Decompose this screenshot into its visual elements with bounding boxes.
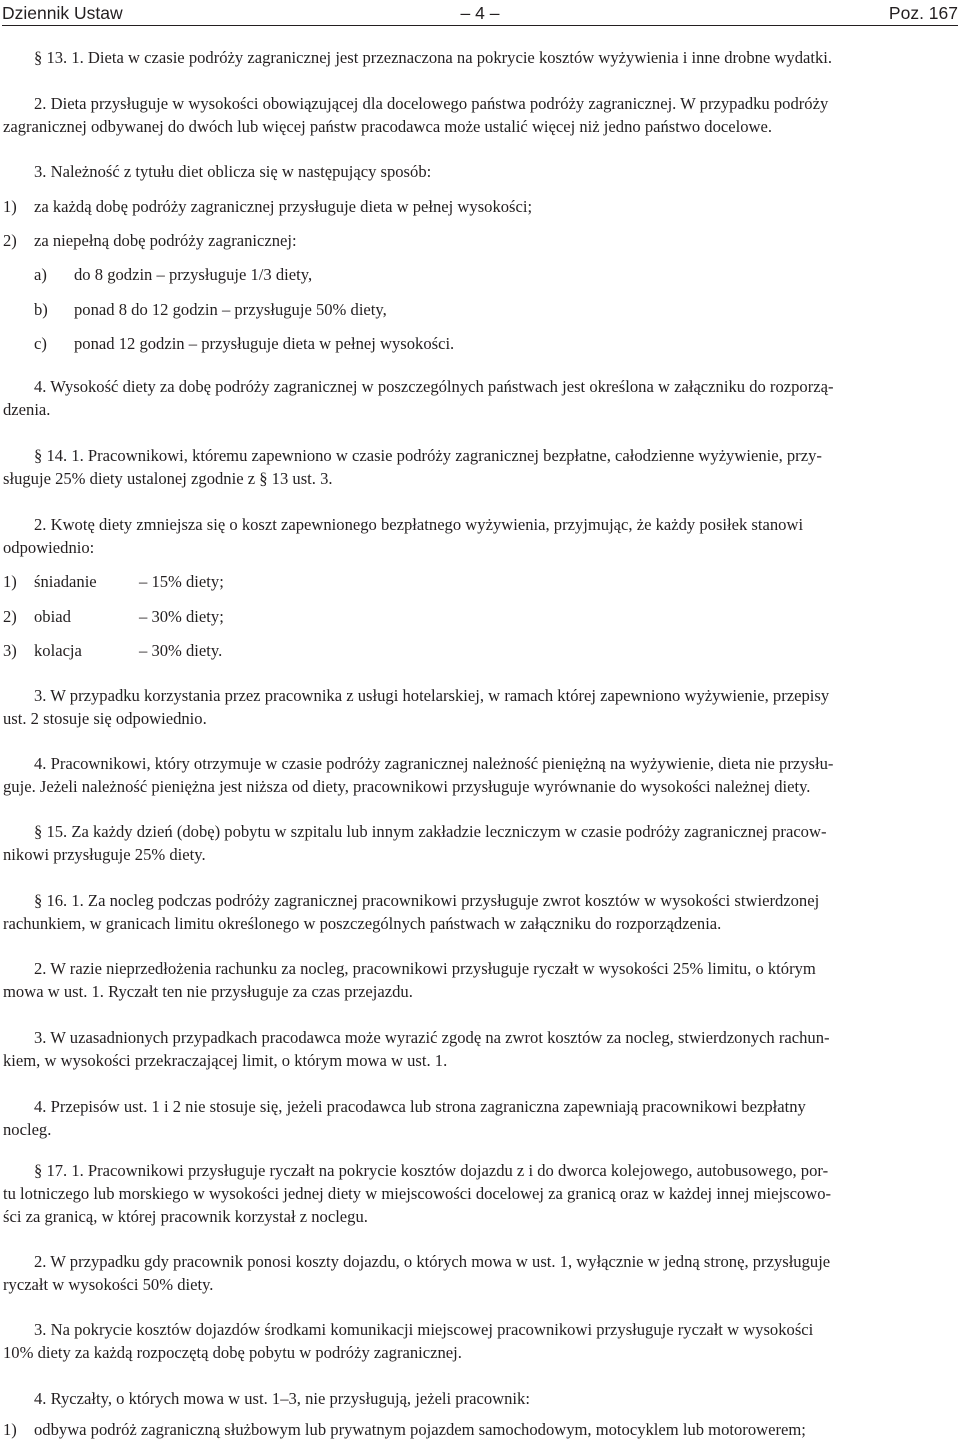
s13-subitem-a-label: a) xyxy=(34,265,47,284)
s14-para-4-line-1: 4. Pracownikowi, który otrzymuje w czasie podróży zagranicznej należność pieniężną na wyżywienie, dieta nie przysłu- xyxy=(34,754,834,773)
s14-meal-2-value: – 30% diety; xyxy=(139,607,224,626)
page-number: – 4 – xyxy=(460,3,500,23)
s13-para-1: § 13. 1. Dieta w czasie podróży zagranicznej jest przeznaczona na pokrycie kosztów wyżywienia i inne drobne wydatki. xyxy=(34,48,833,67)
s14-meal-3-label: 3) xyxy=(3,641,17,660)
s17-para-1-line-1: § 17. 1. Pracownikowi przysługuje ryczałt na pokrycie kosztów dojazdu z i do dworca kolejowego, autobusowego, por- xyxy=(34,1161,829,1180)
s17-item-1-text: odbywa podróż zagraniczną służbowym lub prywatnym pojazdem samochodowym, motocyklem lub motorowerem; xyxy=(34,1420,806,1439)
s17-para-2-line-1: 2. W przypadku gdy pracownik ponosi koszty dojazdu, o których mowa w ust. 1, wyłącznie w jedną stronę, przysługuje xyxy=(34,1252,831,1271)
s13-item-2-text: za niepełną dobę podróży zagranicznej: xyxy=(34,231,297,250)
s14-meal-1-name: śniadanie xyxy=(34,572,97,591)
s14-para-2-line-1: 2. Kwotę diety zmniejsza się o koszt zapewnionego bezpłatnego wyżywienia, przyjmując, że każdy posiłek stanowi xyxy=(34,515,804,534)
s13-item-1-text: za każdą dobę podróży zagranicznej przysługuje dieta w pełnej wysokości; xyxy=(34,197,533,216)
s16-para-1-line-2: rachunkiem, w granicach limitu określonego w poszczególnych państwach w załączniku do rozporządzenia. xyxy=(3,914,722,933)
s16-para-3-line-2: kiem, w wysokości przekraczającej limit, o którym mowa w ust. 1. xyxy=(3,1051,448,1070)
s14-meal-3-name: kolacja xyxy=(34,641,82,660)
page-header xyxy=(2,2,958,24)
s17-para-1-line-3: ści za granicą, w której pracownik korzystał z noclegu. xyxy=(3,1207,368,1226)
s17-item-1-label: 1) xyxy=(3,1420,17,1439)
s13-subitem-a-text: do 8 godzin – przysługuje 1/3 diety, xyxy=(74,265,313,284)
s14-para-3-line-2: ust. 2 stosuje się odpowiednio. xyxy=(3,709,207,728)
s13-item-2-label: 2) xyxy=(3,231,17,250)
s16-para-2-line-1: 2. W razie nieprzedłożenia rachunku za nocleg, pracownikowi przysługuje ryczałt w wysokości 25% limitu, o którym xyxy=(34,959,816,978)
s13-para-4-line-1: 4. Wysokość diety za dobę podróży zagranicznej w poszczególnych państwach jest określona w załączniku do rozporzą- xyxy=(34,377,834,396)
s13-para-2-line-2: zagranicznej odbywanej do dwóch lub więcej państw pracodawca może ustalić więcej niż jedno państwo docelowe. xyxy=(3,117,773,136)
s16-para-2-line-2: mowa w ust. 1. Ryczałt ten nie przysługuje za czas przejazdu. xyxy=(3,982,413,1001)
s13-para-2-line-1: 2. Dieta przysługuje w wysokości obowiązującej dla docelowego państwa podróży zagranicznej. W przypadku podróży xyxy=(34,94,829,113)
s14-para-1-line-1: § 14. 1. Pracownikowi, któremu zapewniono w czasie podróży zagranicznej bezpłatne, całodzienne wyżywienie, przy- xyxy=(34,446,822,465)
s15-para-line-2: nikowi przysługuje 25% diety. xyxy=(3,845,206,864)
s14-para-3-line-1: 3. W przypadku korzystania przez pracownika z usługi hotelarskiej, w ramach której zapewniono wyżywienie, przepisy xyxy=(34,686,830,705)
s16-para-3-line-1: 3. W uzasadnionych przypadkach pracodawca może wyrazić zgodę na zwrot kosztów za nocleg, stwierdzonych rachun- xyxy=(34,1028,830,1047)
s14-meal-3-value: – 30% diety. xyxy=(139,641,223,660)
s14-meal-1-value: – 15% diety; xyxy=(139,572,224,591)
s14-para-1-line-2: sługuje 25% diety ustalonej zgodnie z § 13 ust. 3. xyxy=(3,469,333,488)
s14-para-4-line-2: guje. Jeżeli należność pieniężna jest niższa od diety, pracownikowi przysługuje wyrównanie do wysokości należnej diety. xyxy=(3,777,811,796)
s13-subitem-b-text: ponad 8 do 12 godzin – przysługuje 50% diety, xyxy=(74,300,387,319)
s13-para-3: 3. Należność z tytułu diet oblicza się w następujący sposób: xyxy=(34,162,432,181)
s17-para-3-line-1: 3. Na pokrycie kosztów dojazdów środkami komunikacji miejscowej pracownikowi przysługuje ryczałt w wysokości xyxy=(34,1320,814,1339)
s17-para-2-line-2: ryczałt w wysokości 50% diety. xyxy=(3,1275,214,1294)
s13-para-4-line-2: dzenia. xyxy=(3,400,51,419)
s14-meal-1-label: 1) xyxy=(3,572,17,591)
s16-para-1-line-1: § 16. 1. Za nocleg podczas podróży zagranicznej pracownikowi przysługuje zwrot kosztów w wysokości stwierdzonej xyxy=(34,891,820,910)
s17-para-1-line-2: tu lotniczego lub morskiego w wysokości jednej diety w miejscowości docelowej za granicą oraz w każdej innej miejscowo- xyxy=(3,1184,832,1203)
s13-item-1-label: 1) xyxy=(3,197,17,216)
s13-subitem-c-label: c) xyxy=(34,334,47,353)
position-number: Poz. 167 xyxy=(888,3,958,23)
header-divider xyxy=(2,25,958,26)
s15-para-line-1: § 15. Za każdy dzień (dobę) pobytu w szpitalu lub innym zakładzie leczniczym w czasie podróży zagranicznej pracow- xyxy=(34,822,827,841)
s14-meal-2-name: obiad xyxy=(34,607,71,626)
s17-para-4: 4. Ryczałty, o których mowa w ust. 1–3, nie przysługują, jeżeli pracownik: xyxy=(34,1389,530,1408)
s14-meal-2-label: 2) xyxy=(3,607,17,626)
journal-title: Dziennik Ustaw xyxy=(2,3,123,23)
s13-subitem-c-text: ponad 12 godzin – przysługuje dieta w pełnej wysokości. xyxy=(74,334,455,353)
s16-para-4-line-1: 4. Przepisów ust. 1 i 2 nie stosuje się, jeżeli pracodawca lub strona zagraniczna zapewniają pracownikowi bezpłatny xyxy=(34,1097,806,1116)
s16-para-4-line-2: nocleg. xyxy=(3,1120,52,1139)
s14-para-2-line-2: odpowiednio: xyxy=(3,538,95,557)
s13-subitem-b-label: b) xyxy=(34,300,48,319)
s17-para-3-line-2: 10% diety za każdą rozpoczętą dobę pobytu w podróży zagranicznej. xyxy=(3,1343,462,1362)
